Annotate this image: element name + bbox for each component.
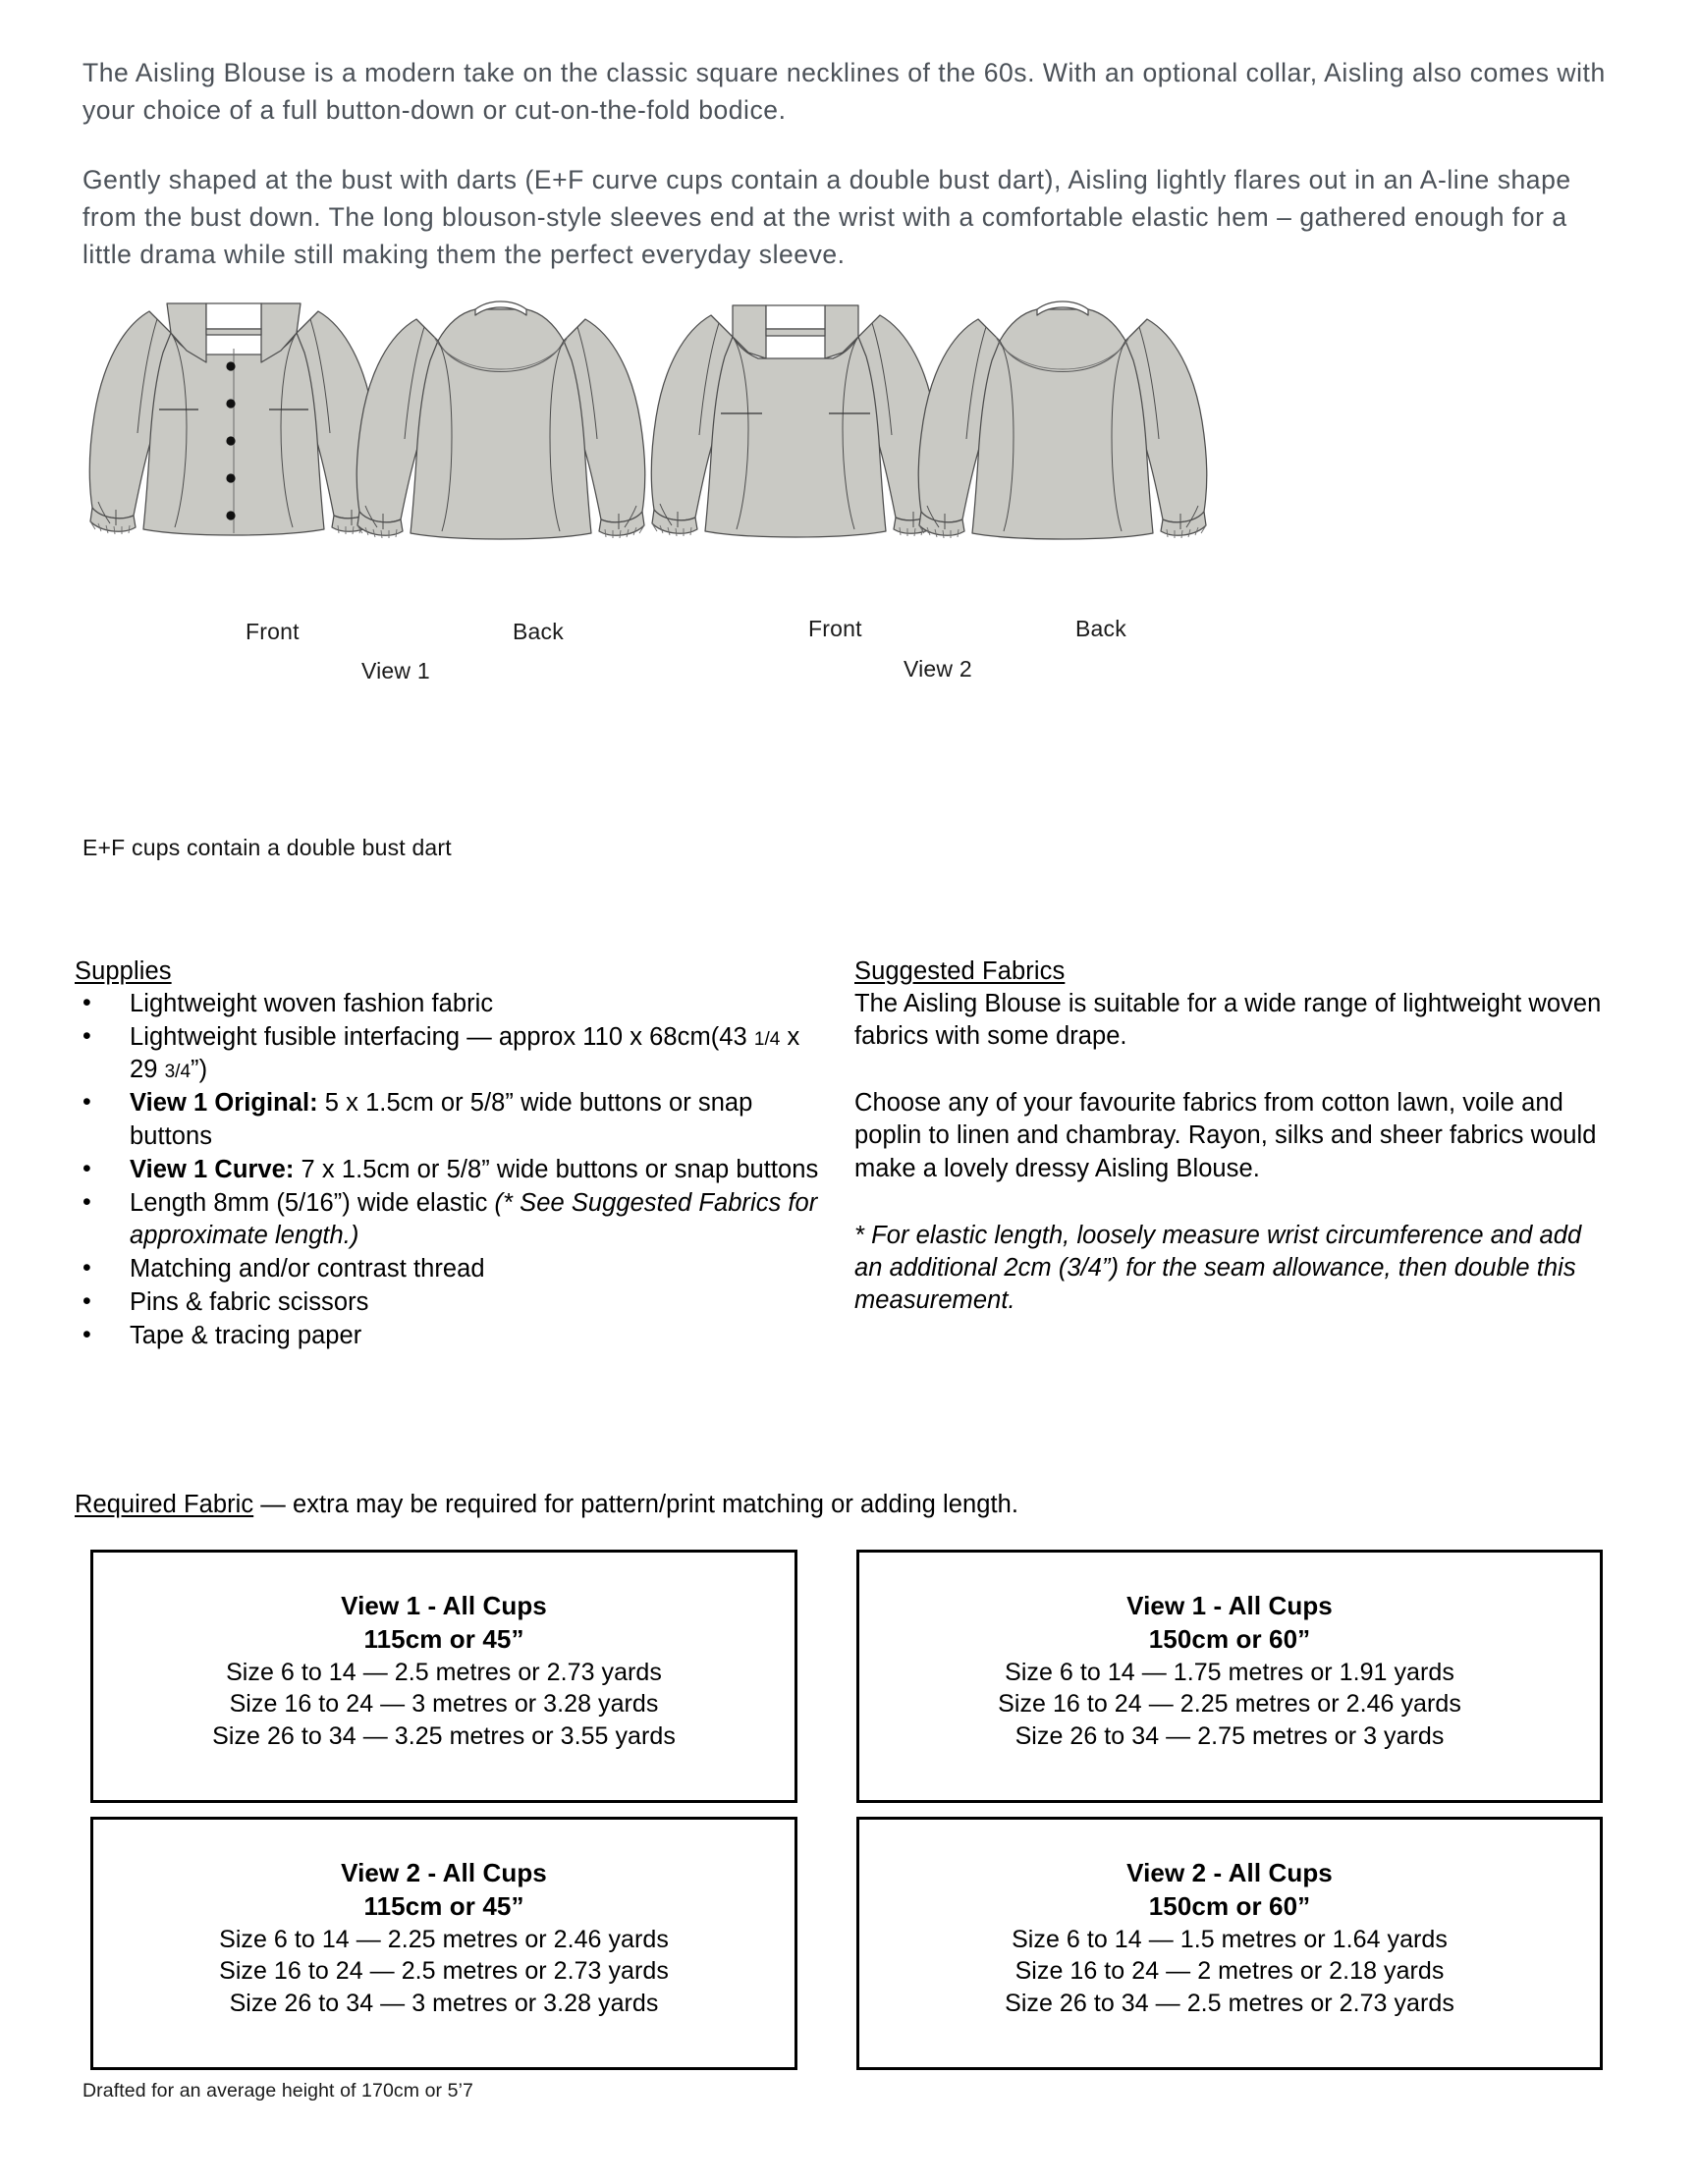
dart-note: E+F cups contain a double bust dart xyxy=(82,835,452,860)
suggested-fabrics-heading: Suggested Fabrics xyxy=(854,957,1066,985)
fabric-box-row: Size 16 to 24 — 2.5 metres or 2.73 yards xyxy=(219,1957,669,1986)
supply-elastic: Length 8mm (5/16”) wide elastic xyxy=(130,1188,495,1217)
caption-view1: View 1 xyxy=(361,658,430,683)
fabric-box-width: 115cm or 45” xyxy=(363,1623,524,1654)
supplies-list xyxy=(75,988,821,1353)
list-item xyxy=(75,1187,821,1252)
supply-view1-original-label: View 1 Original: xyxy=(130,1089,318,1118)
caption-view2-back: Back xyxy=(1075,616,1126,641)
supply-view1-curve-text: 7 x 1.5cm or 5/8” wide buttons or snap buttons xyxy=(294,1155,819,1183)
list-item xyxy=(75,1320,821,1352)
fabric-box-title: View 2 - All Cups xyxy=(341,1858,547,1887)
fabric-box-view2-115 xyxy=(90,1817,797,2070)
supply-interfacing-open: (43 xyxy=(710,1023,754,1052)
caption-view2-front: Front xyxy=(808,616,862,641)
fabric-box-width: 150cm or 60” xyxy=(1148,1890,1311,1921)
fabric-box-row: Size 26 to 34 — 2.75 metres or 3 yards xyxy=(1014,1721,1445,1750)
fabric-box-width: 150cm or 60” xyxy=(1148,1623,1311,1654)
technical-flats-section xyxy=(59,383,1650,683)
fabric-box-row: Size 16 to 24 — 2 metres or 2.18 yards xyxy=(1014,1957,1445,1986)
supply-interfacing-close: ”) xyxy=(191,1056,208,1084)
intro-paragraph-2: Gently shaped at the bust with darts (E+F curve cups contain a double bust dart), Aisling lightly flares out in an A-line shape from the bust down. The long blouson-style sleeves end at the wrist with a comfortable elastic hem – gathered enough for a little drama while still making them the perfect everyday sleeve. xyxy=(82,165,1571,269)
supplies-column xyxy=(75,957,821,1354)
supply-tape: Tape & tracing paper xyxy=(130,1322,362,1350)
elastic-length-note: * For elastic length, loosely measure wrist circumference and add an additional 2cm (3/4”) for the seam allowance, then double this measurement. xyxy=(854,1221,1582,1314)
supply-interfacing: Lightweight fusible interfacing — approx 110 x 68cm xyxy=(130,1023,711,1052)
fabric-box-row: Size 6 to 14 — 1.75 metres or 1.91 yards xyxy=(1005,1658,1454,1686)
fabric-box-row: Size 26 to 34 — 2.5 metres or 2.73 yards xyxy=(1005,1989,1454,2017)
caption-view1-front: Front xyxy=(246,619,300,644)
suggested-fabrics-paragraph-2: Choose any of your favourite fabrics from cotton lawn, voile and poplin to linen and chambray. Rayon, silks and sheer fabrics would make a lovely dressy Aisling Blouse. xyxy=(854,1089,1597,1182)
supplies-heading: Supplies xyxy=(75,957,172,985)
caption-view2: View 2 xyxy=(904,656,972,682)
flat-view2-back xyxy=(905,290,1220,579)
fabric-box-view1-150 xyxy=(856,1550,1603,1803)
list-item xyxy=(75,988,821,1020)
fabric-box-row: Size 6 to 14 — 2.25 metres or 2.46 yards xyxy=(219,1925,669,1953)
list-item xyxy=(75,1021,821,1086)
supply-view1-original-text: 5 x 1.5cm or 5/8” wide buttons or snap buttons xyxy=(130,1089,753,1150)
supply-thread: Matching and/or contrast thread xyxy=(130,1255,485,1283)
list-item xyxy=(75,1253,821,1285)
fraction-three-quarters: 3/4 xyxy=(164,1062,192,1083)
fabric-box-view1-115 xyxy=(90,1550,797,1803)
list-item xyxy=(75,1087,821,1152)
fabric-box-title: View 2 - All Cups xyxy=(1126,1858,1333,1887)
fabric-box-row: Size 26 to 34 — 3 metres or 3.28 yards xyxy=(229,1989,659,2017)
fabric-box-row: Size 6 to 14 — 1.5 metres or 1.64 yards xyxy=(1012,1925,1448,1953)
fabric-box-width: 115cm or 45” xyxy=(363,1890,524,1921)
fabric-box-row: Size 16 to 24 — 3 metres or 3.28 yards xyxy=(229,1690,659,1719)
intro-paragraph-1: The Aisling Blouse is a modern take on the classic square necklines of the 60s. With an optional collar, Aisling also comes with your choice of a full button-down or cut-on-the-fold bodice. xyxy=(82,58,1606,125)
fabric-box-title: View 1 - All Cups xyxy=(341,1591,547,1620)
supply-pins: Pins & fabric scissors xyxy=(130,1288,369,1317)
footer-note: Drafted for an average height of 170cm or 5’7 xyxy=(82,2080,473,2102)
view2-back-illustration xyxy=(905,290,1220,574)
list-item xyxy=(75,1286,821,1319)
fabric-box-title: View 1 - All Cups xyxy=(1126,1591,1333,1620)
required-fabric-label: Required Fabric xyxy=(75,1491,254,1518)
flat-view1-back xyxy=(344,290,658,579)
fabric-box-view2-150 xyxy=(856,1817,1603,2070)
list-item xyxy=(75,1154,821,1186)
view1-back-illustration xyxy=(344,290,658,574)
suggested-fabrics-paragraph-1: The Aisling Blouse is suitable for a wide range of lightweight woven fabrics with some drape. xyxy=(854,990,1602,1051)
suggested-fabrics-column xyxy=(854,957,1611,1317)
required-fabric-heading xyxy=(75,1491,1018,1519)
fabric-box-row: Size 16 to 24 — 2.25 metres or 2.46 yards xyxy=(998,1690,1461,1719)
intro-section xyxy=(82,55,1617,306)
supply-elastic-note: (* See Suggested Fabrics for approximate length.) xyxy=(130,1188,818,1249)
supply-view1-curve-label: View 1 Curve: xyxy=(130,1155,295,1183)
fabric-box-row: Size 26 to 34 — 3.25 metres or 3.55 yards xyxy=(212,1721,676,1750)
supply-fabric: Lightweight woven fashion fabric xyxy=(130,990,494,1017)
fabric-box-row: Size 6 to 14 — 2.5 metres or 2.73 yards xyxy=(226,1658,662,1686)
supply-interfacing-mid: x 29 xyxy=(130,1023,800,1084)
caption-view1-back: Back xyxy=(513,619,564,644)
fraction-one-quarter: 1/4 xyxy=(753,1029,781,1051)
required-fabric-subtext: — extra may be required for pattern/print matching or adding length. xyxy=(253,1491,1018,1518)
